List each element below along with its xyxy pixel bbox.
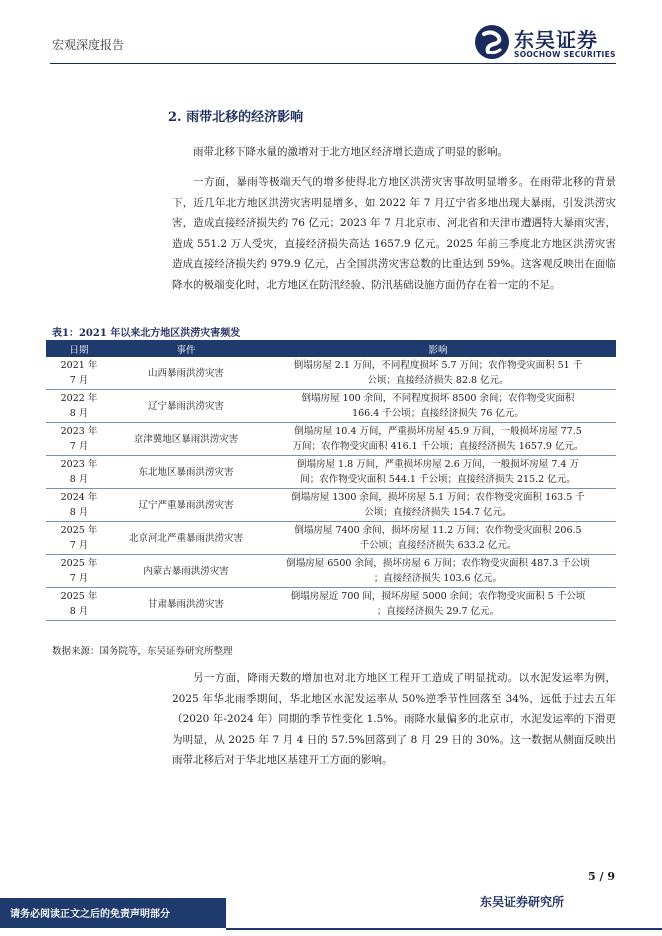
impact-line: 倒塌房屋近 700 间，损坏房屋 5000 余间；农作物受灾面积 5 千公顷 (290, 591, 586, 602)
footer-institute-name: 东吴证券研究所 (480, 895, 565, 909)
impact-line: 166.4 千公顷；直接经济损失 76 亿元。 (352, 408, 524, 419)
date-month: 7 月 (69, 441, 89, 452)
row-date (46, 390, 112, 423)
row-event: 北京河北严重暴雨洪涝灾害 (112, 522, 260, 555)
row-impact (260, 357, 616, 390)
table-row (46, 357, 616, 390)
impact-line: 倒塌房屋 1300 余间，损坏房屋 5.1 万间；农作物受灾面积 163.5 千 (291, 492, 585, 503)
row-date (46, 522, 112, 555)
footer-disclaimer-bar (0, 898, 226, 928)
date-month: 8 月 (69, 606, 89, 617)
date-year: 2024 年 (60, 492, 98, 503)
date-month: 8 月 (69, 474, 89, 485)
table-row (46, 489, 616, 522)
row-event: 东北地区暴雨洪涝灾害 (112, 456, 260, 489)
impact-line: 倒塌房屋 100 余间，不同程度损坏 8500 余间；农作物受灾面积 (301, 393, 575, 404)
header-divider (50, 63, 616, 64)
logo-text-cn: 东吴证券 (514, 28, 598, 52)
table-header-row (46, 340, 616, 357)
table-row (46, 555, 616, 588)
table-caption: 表1：2021 年以来北方地区洪涝灾害频发 (52, 328, 241, 339)
date-year: 2025 年 (60, 558, 98, 569)
impact-line: 千公顷；直接经济损失 633.2 亿元。 (359, 540, 517, 551)
table-row (46, 522, 616, 555)
impact-line: ；直接经济损失 103.6 亿元。 (373, 573, 503, 584)
date-month: 8 月 (69, 408, 89, 419)
date-year: 2023 年 (60, 426, 98, 437)
logo-text-en: SOOCHOW SECURITIES (514, 50, 616, 59)
column-header-event: 事件 (112, 340, 260, 357)
row-event: 辽宁暴雨洪涝灾害 (112, 390, 260, 423)
date-year: 2025 年 (60, 591, 98, 602)
date-month: 7 月 (69, 540, 89, 551)
impact-line: 倒塌房屋 7400 余间，损坏房屋 11.2 万间；农作物受灾面积 206.5 (294, 525, 582, 536)
impact-line: 倒塌房屋 6500 余间，损坏房屋 6 万间；农作物受灾面积 487.3 千公顷 (286, 558, 590, 569)
impact-line: 公顷；直接经济损失 82.8 亿元。 (367, 375, 509, 386)
row-date (46, 456, 112, 489)
impact-line: 万间；农作物受灾面积 416.1 千公顷；直接经济损失 1657.9 亿元。 (292, 441, 584, 452)
row-date (46, 555, 112, 588)
date-month: 7 月 (69, 573, 89, 584)
row-impact (260, 456, 616, 489)
page-number: 5 / 9 (588, 870, 615, 883)
row-impact (260, 588, 616, 621)
impact-line: 倒塌房屋 10.4 万间，严重损坏房屋 45.9 万间，一般损坏房屋 77.5 (294, 426, 582, 437)
column-header-impact: 影响 (260, 340, 616, 357)
row-event: 京津冀地区暴雨洪涝灾害 (112, 423, 260, 456)
date-year: 2022 年 (60, 393, 98, 404)
brand-logo (474, 22, 624, 62)
table-row (46, 456, 616, 489)
impact-line: 倒塌房屋 2.1 万间，不同程度损坏 5.7 万间；农作物受灾面积 51 千 (293, 360, 583, 371)
row-date (46, 357, 112, 390)
paragraph-flood: 一方面，暴雨等极端天气的增多使得北方地区洪涝灾害事故明显增多。在雨带北移的背景下，近几年北方地区洪涝灾害明显增多，如 2022 年 7 月辽宁省多地出现大暴雨，引发洪涝灾害，造成直接经济损失约 76 亿元；2023 年 7 月北京市、河北省和天津市遭遇特大暴雨灾害，造成 551.2 万人受灾，直接经济损失高达 1657.9 亿元。2025 年前三季度北方地区洪涝灾害造成直接经济损失约 979.9 亿元，占全国洪涝灾害总数的比重达到 59%。这客观反映出在面临降水的极端变化时，北方地区在防汛经验、防汛基础设施方面仍存在着一定的不足。 (172, 176, 616, 291)
table-row (46, 588, 616, 621)
row-event: 山西暴雨洪涝灾害 (112, 357, 260, 390)
table-row (46, 390, 616, 423)
impact-line: ；直接经济损失 29.7 亿元。 (376, 606, 500, 617)
row-event: 辽宁严重暴雨洪涝灾害 (112, 489, 260, 522)
date-month: 8 月 (69, 507, 89, 518)
date-year: 2023 年 (60, 459, 98, 470)
impact-line: 间；农作物受灾面积 544.1 千公顷；直接经济损失 215.2 亿元。 (300, 474, 576, 485)
paragraph-intro: 雨带北移下降水量的激增对于北方地区经济增长造成了明显的影响。 (193, 146, 508, 158)
row-impact (260, 390, 616, 423)
date-month: 7 月 (69, 375, 89, 386)
impact-line: 公顷；直接经济损失 154.7 亿元。 (364, 507, 512, 518)
date-year: 2021 年 (60, 360, 98, 371)
impact-line: 倒塌房屋 1.8 万间，严重损坏房屋 2.6 万间，一般损坏房屋 7.4 万 (297, 459, 579, 470)
table-row (46, 423, 616, 456)
row-event: 甘肃暴雨洪涝灾害 (112, 588, 260, 621)
report-type-label: 宏观深度报告 (52, 38, 125, 52)
row-impact (260, 522, 616, 555)
date-year: 2025 年 (60, 525, 98, 536)
column-header-date: 日期 (46, 340, 112, 357)
row-impact (260, 423, 616, 456)
row-date (46, 489, 112, 522)
row-event: 内蒙古暴雨洪涝灾害 (112, 555, 260, 588)
section-heading: 2. 雨带北移的经济影响 (168, 110, 304, 125)
row-impact (260, 555, 616, 588)
flood-disaster-table (46, 340, 616, 621)
row-date (46, 588, 112, 621)
data-source-note: 数据来源：国务院等，东吴证券研究所整理 (52, 646, 233, 657)
paragraph-construction: 另一方面，降雨天数的增加也对北方地区工程开工造成了明显扰动。以水泥发运率为例，2025 年华北雨季期间，华北地区水泥发运率从 50%逆季节性回落至 34%，远低于过去五年（2020 年-2024 年）同期的季节性变化 1.5%。雨降水量偏多的北京市，水泥发运率的下滑更为明显，从 2025 年 7 月 4 日的 57.5%回落到了 8 月 29 日的 30%。这一数据从侧面反映出雨带北移后对于华北地区基建开工方面的影响。 (172, 672, 616, 766)
footer-divider (226, 928, 662, 930)
row-impact (260, 489, 616, 522)
soochow-logo-icon (474, 24, 510, 60)
disclaimer-notice: 请务必阅读正文之后的免责声明部分 (10, 909, 170, 920)
row-date (46, 423, 112, 456)
